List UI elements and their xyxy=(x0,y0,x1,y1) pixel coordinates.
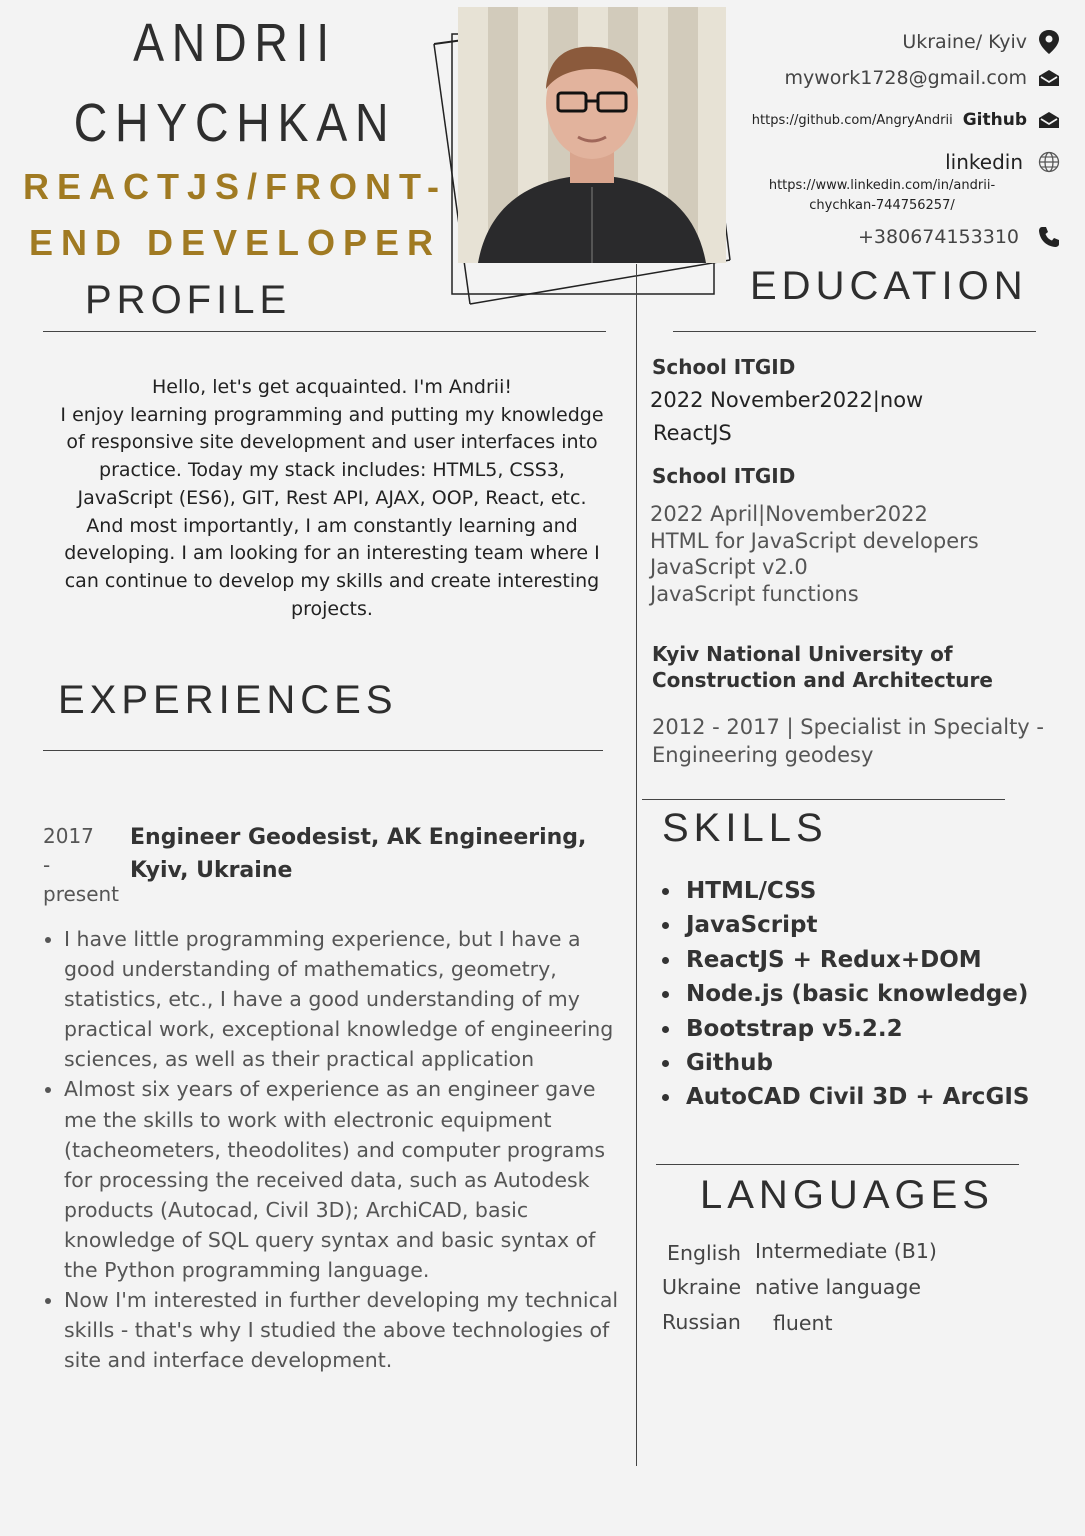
edu-2-line: 2022 April|November2022 xyxy=(650,502,928,526)
role-line-2: END DEVELOPER xyxy=(28,222,442,263)
edu-2-line: JavaScript functions xyxy=(650,581,859,606)
languages-divider xyxy=(656,1164,1019,1165)
job-title-line-2: Kyiv, Ukraine xyxy=(130,858,293,883)
location-text: Ukraine/ Kyiv xyxy=(902,31,1027,53)
last-name: CHYCHKAN xyxy=(73,93,397,153)
list-item xyxy=(64,1074,642,1285)
edu-3-line: 2012 - 2017 | Specialist in Specialty - xyxy=(652,715,1044,739)
globe-icon xyxy=(1037,150,1061,174)
map-pin-icon xyxy=(1037,30,1061,54)
profile-line: I enjoy learning programming and putting my knowledge xyxy=(60,403,604,426)
list-item xyxy=(64,1285,642,1375)
language-level: Intermediate (B1) xyxy=(755,1239,937,1263)
edu-1-line-2: ReactJS xyxy=(653,421,732,445)
bullet-line: me the skills to work with electronic equipment xyxy=(64,1107,552,1132)
contact-location xyxy=(902,30,1061,54)
phone-icon xyxy=(1037,225,1061,249)
profile-line: can continue to develop my skills and create interesting xyxy=(64,569,600,592)
bullet-line: the Python programming language. xyxy=(64,1258,430,1283)
person-avatar xyxy=(458,7,726,263)
education-divider xyxy=(673,331,1036,332)
contact-github[interactable] xyxy=(752,108,1061,132)
date-end: present xyxy=(43,882,120,906)
contact-email[interactable] xyxy=(785,66,1061,90)
edu-school-3 xyxy=(652,641,993,693)
profile-line: Hello, let's get acquainted. I'm Andrii! xyxy=(152,376,512,398)
linkedin-url-line-1[interactable]: https://www.linkedin.com/in/andrii- xyxy=(768,178,996,193)
bullet-line: knowledge of SQL query syntax and basic syntax of xyxy=(64,1227,596,1252)
linkedin-label: linkedin xyxy=(945,150,1023,174)
bullet-line: sciences, as well as their practical application xyxy=(64,1047,535,1072)
contact-linkedin[interactable] xyxy=(945,150,1061,174)
edu-2-lines xyxy=(650,501,979,607)
bullet-line: • Now I'm interested in further developing my technical xyxy=(64,1288,619,1313)
profile-photo xyxy=(458,7,726,263)
edu-3-lines xyxy=(652,714,1044,769)
photo-frame xyxy=(430,4,740,308)
skill-item: • HTML/CSS xyxy=(682,874,1029,908)
experience-bullets xyxy=(42,924,642,1375)
bullet-line: statistics, etc., I have a good understanding of my xyxy=(64,987,580,1012)
skill-item: • Node.js (basic knowledge) xyxy=(682,977,1029,1011)
skills-list xyxy=(660,874,1029,1115)
profile-line: practice. Today my stack includes: HTML5, CSS3, xyxy=(99,459,565,482)
edu-1-line-1: 2022 November2022|now xyxy=(650,388,924,412)
language-name: Ukraine xyxy=(662,1275,742,1299)
job-title-line-1: Engineer Geodesist, AK Engineering, xyxy=(130,825,587,850)
job-title xyxy=(130,821,586,887)
bullet-line: practical work, exceptional knowledge of engineering xyxy=(64,1017,614,1042)
email-link[interactable]: mywork1728@gmail.com xyxy=(784,67,1027,89)
skill-item: • AutoCAD Civil 3D + ArcGIS xyxy=(682,1080,1029,1114)
linkedin-url[interactable] xyxy=(752,176,1012,216)
skills-title: SKILLS xyxy=(662,806,828,850)
date-start: 2017 xyxy=(43,824,94,848)
edu-school-2: School ITGID xyxy=(652,464,796,488)
profile-title: PROFILE xyxy=(85,278,292,322)
bullet-line: • Almost six years of experience as an engineer gave xyxy=(64,1077,596,1102)
skill-item: • Bootstrap v5.2.2 xyxy=(682,1012,1029,1046)
edu-2-line: HTML for JavaScript developers xyxy=(650,528,979,553)
skill-item: • ReactJS + Redux+DOM xyxy=(682,943,1029,977)
role-line-1: REACTJS/FRONT- xyxy=(22,166,447,207)
profile-line: projects. xyxy=(291,597,373,620)
phone-text[interactable]: +380674153310 xyxy=(858,226,1019,248)
skills-divider xyxy=(642,799,1005,800)
edu-school-3-line-1: Kyiv National University of xyxy=(652,642,953,666)
experiences-title: EXPERIENCES xyxy=(58,678,398,722)
bullet-line: site and interface development. xyxy=(64,1348,393,1373)
experiences-divider xyxy=(43,750,603,751)
education-title: EDUCATION xyxy=(750,264,1028,308)
envelope-icon xyxy=(1037,108,1061,132)
date-separator: - xyxy=(43,853,51,877)
edu-2-line: JavaScript v2.0 xyxy=(650,555,808,579)
language-level: fluent xyxy=(773,1311,833,1335)
github-url[interactable]: https://github.com/AngryAndrii xyxy=(751,112,953,128)
profile-line: of responsive site development and user interfaces into xyxy=(66,431,598,454)
profile-text xyxy=(32,374,632,623)
profile-line: developing. I am looking for an interesting team where I xyxy=(64,542,600,565)
edu-3-line: Engineering geodesy xyxy=(652,742,874,767)
bullet-line: skills - that's why I studied the above technologies of xyxy=(64,1318,610,1343)
language-name: Russian xyxy=(662,1310,741,1334)
github-label: Github xyxy=(962,110,1027,130)
skill-item: • Github xyxy=(682,1046,1029,1080)
contact-phone[interactable] xyxy=(858,225,1061,249)
experience-date xyxy=(43,822,119,909)
skill-item: • JavaScript xyxy=(682,908,1029,942)
profile-line: And most importantly, I am constantly learning and xyxy=(86,514,578,537)
linkedin-url-line-2[interactable]: chychkan-744756257/ xyxy=(809,198,955,213)
bullet-line: products (Autocad, Civil 3D); ArchiCAD, basic xyxy=(64,1197,529,1222)
edu-school-3-line-2: Construction and Architecture xyxy=(652,668,993,692)
bullet-line: good understanding of mathematics, geometry, xyxy=(64,957,557,982)
language-name: English xyxy=(667,1241,742,1265)
bullet-line: • I have little programming experience, but I have a xyxy=(64,927,581,951)
list-item xyxy=(64,924,642,1074)
language-level: native language xyxy=(755,1275,921,1299)
languages-title: LANGUAGES xyxy=(700,1173,994,1217)
edu-school-1: School ITGID xyxy=(652,355,796,379)
profile-line: JavaScript (ES6), GIT, Rest API, AJAX, OOP, React, etc. xyxy=(77,486,587,509)
bullet-line: (tacheometers, theodolites) and computer programs xyxy=(64,1137,606,1162)
envelope-icon xyxy=(1037,66,1061,90)
first-name: ANDRII xyxy=(133,13,337,73)
bullet-line: for processing the received data, such as Autodesk xyxy=(64,1167,590,1192)
profile-divider xyxy=(43,331,606,332)
